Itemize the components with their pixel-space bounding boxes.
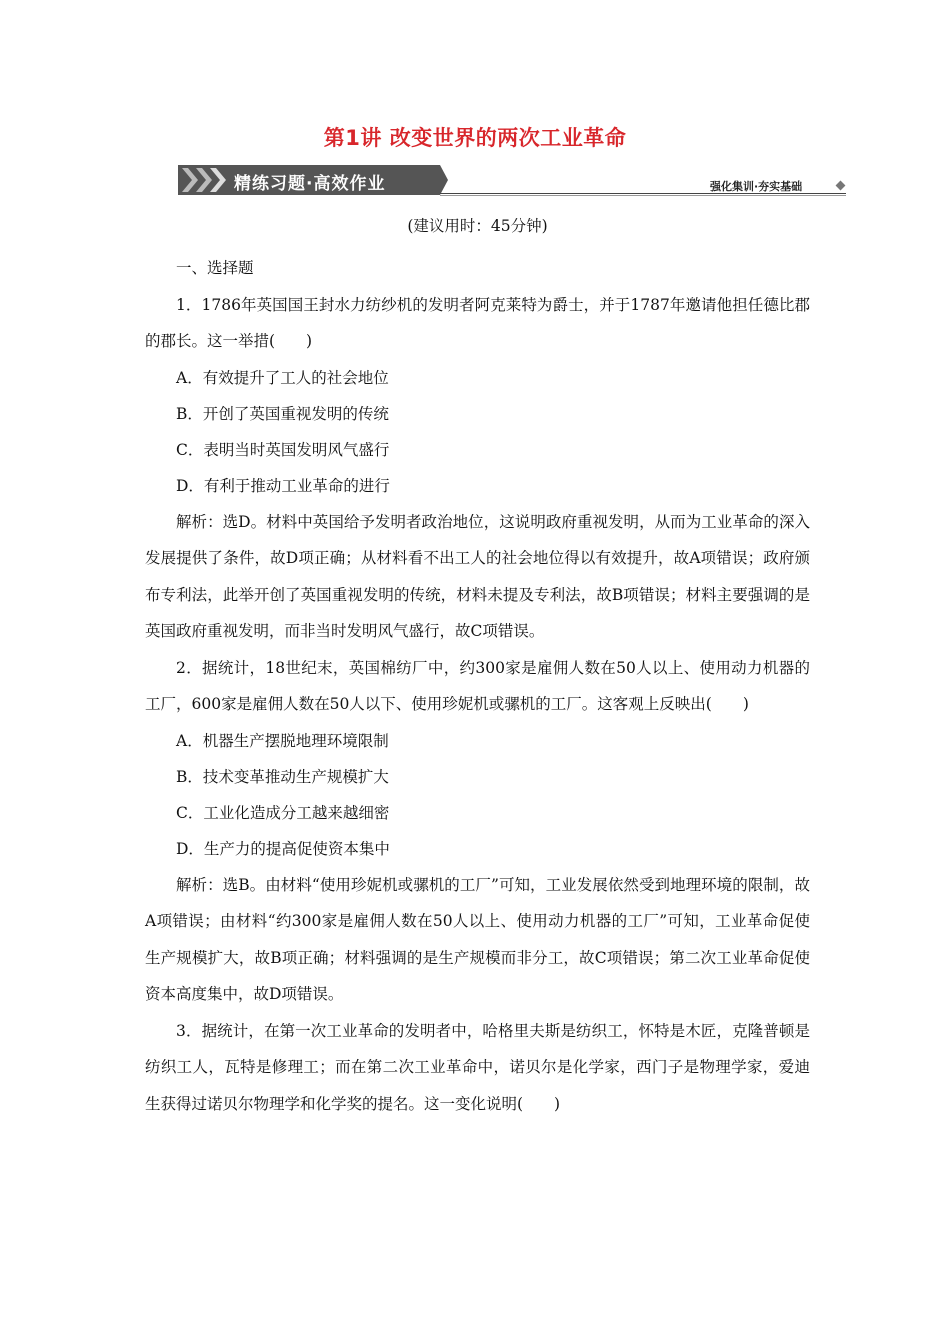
diamond-icon xyxy=(836,181,846,191)
question-1-option-b: B．开创了英国重视发明的传统 xyxy=(176,404,389,423)
question-1-option-d: D．有利于推动工业革命的进行 xyxy=(176,476,390,495)
question-2-stem: 2．据统计，18世纪末，英国棉纺厂中，约300家是雇佣人数在50人以上、使用动力机器的工厂，600家是雇佣人数在50人以下、使用珍妮机或骡机的工厂。这客观上反映出( ) xyxy=(145,658,810,713)
document-body xyxy=(145,212,810,1122)
banner-right-tag: 强化集训·夯实基础 xyxy=(710,180,803,193)
question-1-option-c: C．表明当时英国发明风气盛行 xyxy=(176,440,390,459)
section-banner xyxy=(178,165,448,195)
question-1-stem: 1．1786年英国国王封水力纺纱机的发明者阿克莱特为爵士，并于1787年邀请他担任德比郡的郡长。这一举措( ) xyxy=(145,295,810,350)
lesson-title: 第1讲 改变世界的两次工业革命 xyxy=(323,126,627,150)
question-2-option-a: A．机器生产摆脱地理环境限制 xyxy=(176,731,389,750)
banner-label: 精练习题·高效作业 xyxy=(234,174,386,194)
suggested-time: (建议用时：45分钟) xyxy=(407,217,548,235)
question-1-analysis: 解析：选D。材料中英国给予发明者政治地位，这说明政府重视发明，从而为工业革命的深入发展提供了条件，故D项正确；从材料看不出工人的社会地位得以有效提升，故A项错误；政府颁布专利法，此举开创了英国重视发明的传统，材料未提及专利法，故B项错误；材料主要强调的是英国政府重视发明，而非当时发明风气盛行，故C项错误。 xyxy=(145,512,810,640)
question-2-option-d: D．生产力的提高促使资本集中 xyxy=(176,839,390,858)
question-2-option-b: B．技术变革推动生产规模扩大 xyxy=(176,767,389,786)
question-2-analysis: 解析：选B。由材料“使用珍妮机或骡机的工厂”可知，工业发展依然受到地理环境的限制，故A项错误；由材料“约300家是雇佣人数在50人以上、使用动力机器的工厂”可知，工业革命促使生产规模扩大，故B项正确；材料强调的是生产规模而非分工，故C项错误；第二次工业革命促使资本高度集中，故D项错误。 xyxy=(145,875,810,1003)
question-2-option-c: C．工业化造成分工越来越细密 xyxy=(176,803,390,822)
question-1-option-a: A．有效提升了工人的社会地位 xyxy=(176,368,389,387)
question-3-stem: 3．据统计，在第一次工业革命的发明者中，哈格里夫斯是纺织工，怀特是木匠，克隆普顿是纺织工人，瓦特是修理工；而在第二次工业革命中，诺贝尔是化学家，西门子是物理学家，爱迪生获得过诺贝尔物理学和化学奖的提名。这一变化说明( ) xyxy=(145,1021,810,1113)
section-heading: 一、选择题 xyxy=(176,259,254,277)
header-rule-secondary xyxy=(440,195,846,196)
